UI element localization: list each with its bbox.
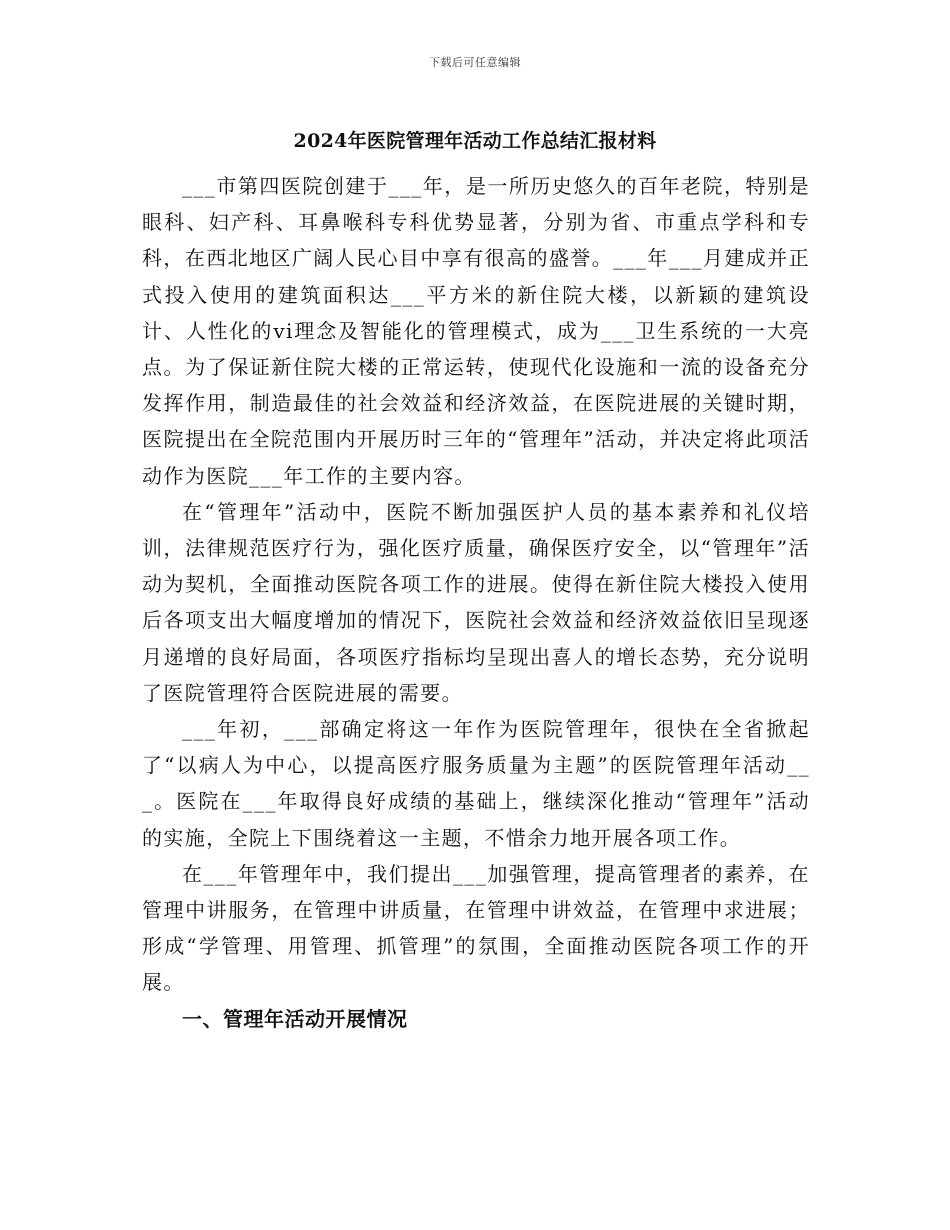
document-title: 2024年医院管理年活动工作总结汇报材料 (293, 130, 657, 152)
header-note: 下载后可任意编辑 (429, 56, 521, 69)
paragraph-year-start: ___年初，___部确定将这一年作为医院管理年，很快在全省掀起了“以病人为中心，以提高医疗服务质量为主题”的医院管理年活动___。医院在___年取得良好成绩的基础上，继续深化推动“管理年”活动的实施，全院上下围绕着这一主题，不惜余力地开展各项工作。 (142, 717, 810, 850)
document-body (142, 168, 810, 1037)
paragraph-management-year: 在“管理年”活动中，医院不断加强医护人员的基本素养和礼仪培训，法律规范医疗行为，强化医疗质量，确保医疗安全，以“管理年”活动为契机，全面推动医院各项工作的进展。使得在新住院大楼投入使用后各项支出大幅度增加的情况下，医院社会效益和经济效益依旧呈现逐月递增的良好局面，各项医疗指标均呈现出喜人的增长态势，充分说明了医院管理符合医院进展的需要。 (142, 499, 810, 705)
section-heading: 一、管理年活动开展情况 (182, 1006, 408, 1031)
paragraph-intro: ___市第四医院创建于___年，是一所历史悠久的百年老院，特别是眼科、妇产科、耳鼻喉科专科优势显著，分别为省、市重点学科和专科，在西北地区广阔人民心目中享有很高的盛誉。___年___月建成并正式投入使用的建筑面积达___平方米的新住院大楼，以新颖的建筑设计、人性化的vi理念及智能化的管理模式，成为___卫生系统的一大亮点。为了保证新住院大楼的正常运转，使现代化设施和一流的设备充分发挥作用，制造最佳的社会效益和经济效益，在医院进展的关键时期，医院提出在全院范围内开展历时三年的“管理年”活动，并决定将此项活动作为医院___年工作的主要内容。 (142, 174, 810, 488)
paragraph-proposal: 在___年管理年中，我们提出___加强管理，提高管理者的素养，在管理中讲服务，在管理中讲质量，在管理中讲效益，在管理中求进展；形成“学管理、用管理、抓管理”的氛围，全面推动医院各项工作的开展。 (142, 861, 810, 995)
